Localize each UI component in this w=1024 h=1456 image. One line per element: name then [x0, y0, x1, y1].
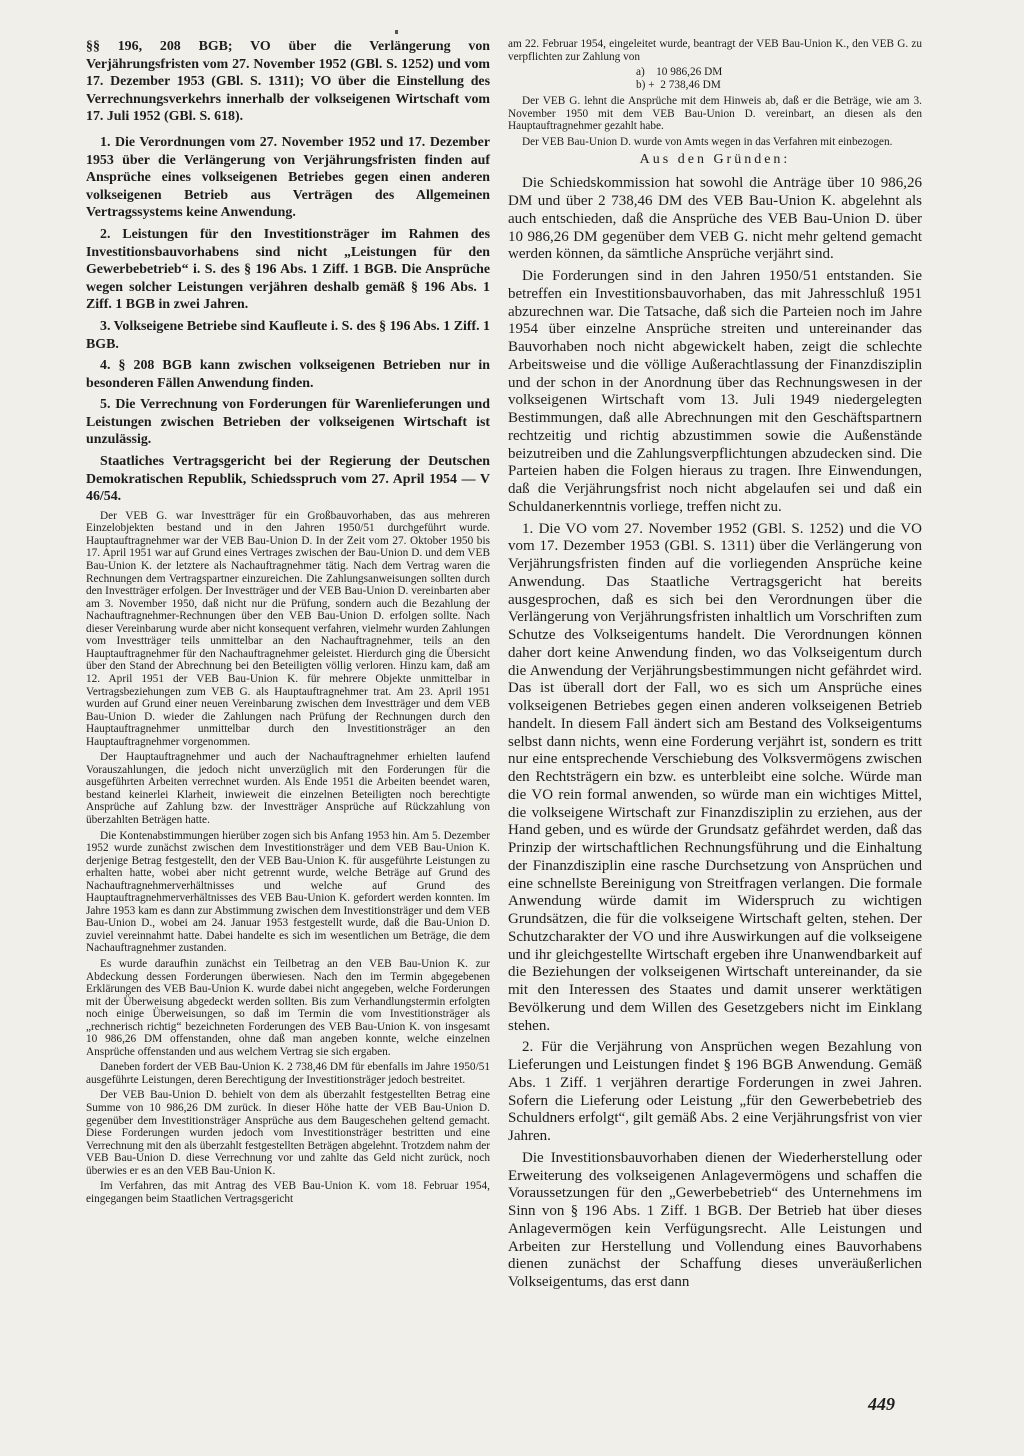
reasons-paragraph: Die Forderungen sind in den Jahren 1950/51 entstanden. Sie betreffen ein Investitionsbauvorhaben, das mit Jahresschluß 1951 abzurechnen war. Die Tatsache, daß sich die Parteien noch im Jahre 1954 über einzelne Ansprüche streiten und untereinander das Bauvorhaben noch nicht abgewickelt haben, zeigt die schlechte Arbeitsweise und die völlige Außerachtlassung der Finanzdisziplin und der schon in der Anordnung über das Rechnungswesen in der volkseigenen Wirtschaft vom 13. Juli 1949 niedergelegten Bestimmungen, daß alle Abrechnungen mit den Geschäftspartnern rechtzeitig und richtig abzustimmen sowie die Außenstände beizutreiben und die Zahlungsverpflichtungen abzudecken sind. Die Parteien haben die Folgen hieraus zu tragen. Ihre Einwendungen, daß die Verjährungsfrist noch nicht abgelaufen sei und daß ein Schuldanerkenntnis vorliege, treffen nicht zu. [508, 268, 922, 515]
facts-paragraph: Der VEB G. war Investträger für ein Großbauvorhaben, das aus mehreren Einzelobjekten bestand und in den Jahren 1950/51 durchgeführt wurde. Hauptauftragnehmer war der VEB Bau-Union D. In der Zeit vom 27. Oktober 1950 bis 17. April 1951 war auf Grund eines Vertrages zwischen der Bau-Union D. und dem VEB Bau-Union K. der letztere als Nachauftragnehmer tätig. Nach dem Vertrag waren die Rechnungen dem Vertragspartner einzureichen. Die Zahlungsanweisungen sollten durch den Investträger erfolgen. Der Investträger und der VEB Bau-Union D. vereinbarten aber am 3. November 1950, daß nicht nur die Prüfung, sondern auch die Bezahlung der Nachauftragnehmer-Rechnungen über den VEB Bau-Union D. erfolgen sollte. Nach dieser Vereinbarung wurde aber nicht konsequent verfahren, vielmehr wurden Zahlungen vom Investträger teils unmittelbar an den Nachauftragnehmer, teils an den Hauptauftragnehmer für den Nachauftragnehmer geleistet. Hierdurch ging die Übersicht über den Stand der Abrechnung bei den Beteiligten völlig verloren. Hinzu kam, daß am 12. April 1951 der VEB Bau-Union K. für mehrere Objekte unmittelbar in Vertragsbeziehungen zum VEB G. als Hauptauftragnehmer trat. Am 23. April 1951 wurden auf Grund einer neuen Vereinbarung zwischen dem Investträger und dem VEB Bau-Union D. wieder die Zahlungen nach Prüfung der Rechnungen durch den Hauptauftragnehmer unmittelbar durch den Investitionsträger an den Hauptauftragnehmer vorgenommen. [86, 509, 490, 748]
facts-paragraph: Es wurde daraufhin zunächst ein Teilbetrag an den VEB Bau-Union K. zur Abdeckung dessen Forderungen überwiesen. Nach den im Termin abgegebenen Erklärungen des VEB Bau-Union K. wurde dabei nicht angegeben, welche Forderungen mit der Überweisung abgedeckt werden sollten. Bis zum Verhandlungstermin erfolgten noch einige Überweisungen, so daß im Termin die vom Investitionsträger als „rechnerisch richtig“ bezeichneten Forderungen des VEB Bau-Union K. von insgesamt 10 986,26 DM offenstanden, ohne daß man angeben konnte, welche einzelnen Ansprüche offenstanden und aus welchem Vertrag sie sich ergaben. [86, 957, 490, 1058]
amount-b: b) + 2 738,46 DM [636, 78, 721, 91]
facts-paragraph: Der VEB Bau-Union D. behielt von dem als überzahlt festgestellten Betrag eine Summe von 10 986,26 DM zurück. In dieser Höhe hatte der VEB Bau-Union D. gegenüber dem Investitionsträger Ansprüche aus dem Baugeschehen geltend gemacht. Diese Forderungen wurden jedoch vom Investitionsträger bestritten und eine Verrechnung mit den als überzahlt festgestellten Beträgen abgelehnt. Trotzdem nahm der VEB Bau-Union D. diese Verrechnung vor und zahlte das Geld nicht zurück, noch überwies er es an den VEB Bau-Union K. [86, 1089, 490, 1177]
reasons-paragraph: 2. Für die Verjährung von Ansprüchen wegen Bezahlung von Lieferungen und Leistungen findet § 196 BGB Anwendung. Gemäß Abs. 1 Ziff. 1 verjähren derartige Forderungen in zwei Jahren. Sofern die Lieferung oder Leistung „für den Gewerbebetrieb des Schuldners erfolgt“, gilt gemäß Abs. 2 eine Verjährungsfrist von vier Jahren. [508, 1039, 922, 1145]
facts-paragraph: Der Hauptauftragnehmer und auch der Nachauftragnehmer erhielten laufend Vorauszahlungen, die jedoch nicht unverzüglich mit den Forderungen für die ausgeführten Arbeiten verrechnet wurden. Als Ende 1951 die Arbeiten beendet waren, bestand keinerlei Klarheit, inwieweit die einzelnen Beteiligten noch berechtigte Ansprüche auf Zahlung bzw. der Investträger Ansprüche auf Rückzahlung von überzahlten Beträgen hatte. [86, 751, 490, 826]
left-column [86, 38, 490, 1208]
facts-paragraph: Die Kontenabstimmungen hierüber zogen sich bis Anfang 1953 hin. Am 5. Dezember 1952 wurde zunächst zwischen dem Investitionsträger und dem VEB Bau-Union K. derjenige Betrag festgestellt, den der VEB Bau-Union K. für ausgeführte Leistungen zu erhalten hatte, wobei aber nicht getrennt wurde, welche Beträge auf Grund des Nachauftragnehmerverhältnisses und welche auf Grund des Hauptauftragnehmerverhältnisses des VEB Bau-Union K. gefordert werden konnten. Im Jahre 1953 kam es dann zur Abstimmung zwischen dem Investitionsträger und dem VEB Bau-Union D., wobei am 24. Januar 1953 festgestellt wurde, daß die Bau-Union D. zuviel vereinnahmt hatte. Dabei handelte es sich im wesentlichen um Beträge, die dem Nachauftragnehmer zustanden. [86, 829, 490, 955]
headnote-1: 1. Die Verordnungen vom 27. November 1952 und 17. Dezember 1953 über die Verlängerung von Verjährungsfristen finden auf Ansprüche eines volkseigenen Betriebes gegen einen anderen volkseigenen Betrieb aus Verträgen des Allgemeinen Vertragssystems keine Anwendung. [86, 134, 490, 221]
court-citation: Staatliches Vertragsgericht bei der Regierung der Deutschen Demokratischen Republik, Schiedsspruch vom 27. April 1954 — V 46/54. [86, 454, 490, 505]
right-column [508, 38, 922, 1296]
headnote-2: 2. Leistungen für den Investitionsträger im Rahmen des Investitionsbauvorhabens sind nicht „Leistungen für den Gewerbebetrieb“ i. S. des § 196 Abs. 1 Ziff. 1 BGB. Die Ansprüche wegen solcher Leistungen verjähren deshalb gemäß § 196 Abs. 1 Ziff. 1 BGB in zwei Jahren. [86, 226, 490, 313]
facts-paragraph: Daneben fordert der VEB Bau-Union K. 2 738,46 DM für ebenfalls im Jahre 1950/51 ausgeführte Leistungen, deren Berechtigung der Investitionsträger jedoch bestreitet. [86, 1061, 490, 1086]
print-mark [395, 30, 398, 34]
amount-a: a) 10 986,26 DM [636, 66, 723, 79]
headnote-5: 5. Die Verrechnung von Forderungen für Warenlieferungen und Leistungen zwischen Betrieben der volkseigenen Wirtschaft ist unzulässig. [86, 397, 490, 448]
claim-amounts [636, 66, 922, 91]
reasons-paragraph: Die Schiedskommission hat sowohl die Anträge über 10 986,26 DM und über 2 738,46 DM des VEB Bau-Union K. abgelehnt als auch entschieden, daß die Ansprüche des VEB Bau-Union D. über 10 986,26 DM gegenüber dem VEB G. nicht mehr geltend gemacht werden können, da sämtliche Ansprüche verjährt sind. [508, 175, 922, 263]
headnote-4: 4. § 208 BGB kann zwischen volkseigenen Betrieben nur in besonderen Fällen Anwendung finden. [86, 358, 490, 391]
facts-paragraph: Im Verfahren, das mit Antrag des VEB Bau-Union K. vom 18. Februar 1954, eingegangen beim Staatlichen Vertragsgericht [86, 1180, 490, 1205]
reasons-paragraph: Die Investitionsbauvorhaben dienen der Wiederherstellung oder Erweiterung des volkseigenen Anlagevermögens und schaffen die Voraussetzungen für den „Gewerbebetrieb“ des Unternehmens im Sinn von § 196 Abs. 1 Ziff. 1 BGB. Der Betrieb hat über dieses Anlagevermögen kein Verfügungsrecht. Alle Leistungen und Arbeiten zur Herstellung und Vollendung eines Bauvorhabens dienen zunächst der Schaffung dieses unveräußerlichen Volkseigentums, das erst dann [508, 1149, 922, 1291]
headnote-3: 3. Volkseigene Betriebe sind Kaufleute i. S. des § 196 Abs. 1 Ziff. 1 BGB. [86, 318, 490, 352]
reasons-subheading: Aus den Gründen: [639, 152, 791, 168]
joinder-paragraph: Der VEB Bau-Union D. wurde von Amts wegen in das Verfahren mit einbezogen. [522, 135, 893, 148]
reasons-paragraph: 1. Die VO vom 27. November 1952 (GBl. S. 1252) und die VO vom 17. Dezember 1953 (GBl. S. 1311) über die Verlängerung von Verjährungsfristen finden auf die vorliegenden Ansprüche keine Anwendung. Das Staatliche Vertragsgericht hat bereits ausgesprochen, daß es sich bei den Verordnungen über die Verlängerung von Verjährungsfristen inhaltlich um Vorschriften zum Schutze des Volkseigentums handelt. Die Verordnungen können daher dort keine Anwendung finden, wo das Volkseigentum durch die Anwendung der Verjährungsbestimmungen nicht gefährdet wird. Das ist überall dort der Fall, wo es sich um Ansprüche eines volkseigenen Betriebes gegen einen anderen volkseigenen Betrieb handelt. In diesem Fall ändert sich am Bestand des Volkseigentums selbst dann nichts, wenn eine Forderung verjährt ist, sondern es tritt nur eine entsprechende Verschiebung des Volksvermögens zwischen den Rechtsträgern ein bzw. es unterbleibt eine solche. Würde man die VO rein formal anwenden, so würde man ein wichtiges Mittel, die volkseigene Wirtschaft zur Finanzdisziplin zu erziehen, aus der Hand geben, und es würde der Grundsatz gefährdet werden, daß das Prinzip der wirtschaftlichen Rechnungsführung und die Einhaltung der Finanzdisziplin eine rasche Durchsetzung von Ansprüchen und eine schnellste Bereinigung von Streitfragen verlangen. Die formale Anwendung würde damit im Widerspruch zu wichtigen Grundsätzen, die für die volkseigene Wirtschaft gelten, stehen. Der Schutzcharakter der VO und ihre Auswirkungen auf die volkseigene und ihr gleichgestellte Wirtschaft ergeben ihre Unanwendbarkeit auf die Beziehungen der volkseigenen Wirtschaft untereinander, da sie mit den Interessen des Staates und damit unserer werktätigen Bevölkerung und dem Willen des Gesetzgebers nicht im Einklang stehen. [508, 520, 922, 1034]
defense-paragraph: Der VEB G. lehnt die Ansprüche mit dem Hinweis ab, daß er die Beträge, wie am 3. November 1950 mit dem VEB Bau-Union D. vereinbart, an diesen als den Hauptauftragnehmer gezahlt habe. [508, 95, 922, 133]
statute-heading: §§ 196, 208 BGB; VO über die Verlängerung von Verjährungsfristen vom 27. November 1952 (GBl. S. 1252) und vom 17. Dezember 1953 (GBl. S. 1311); VO über die Einstellung des Verrechnungsverkehrs innerhalb der volkseigenen Wirtschaft vom 17. Juli 1952 (GBl. S. 618). [86, 39, 490, 125]
continued-paragraph: am 22. Februar 1954, eingeleitet wurde, beantragt der VEB Bau-Union K., den VEB G. zu verpflichten zur Zahlung von [508, 38, 922, 63]
page-number: 449 [868, 1394, 895, 1414]
